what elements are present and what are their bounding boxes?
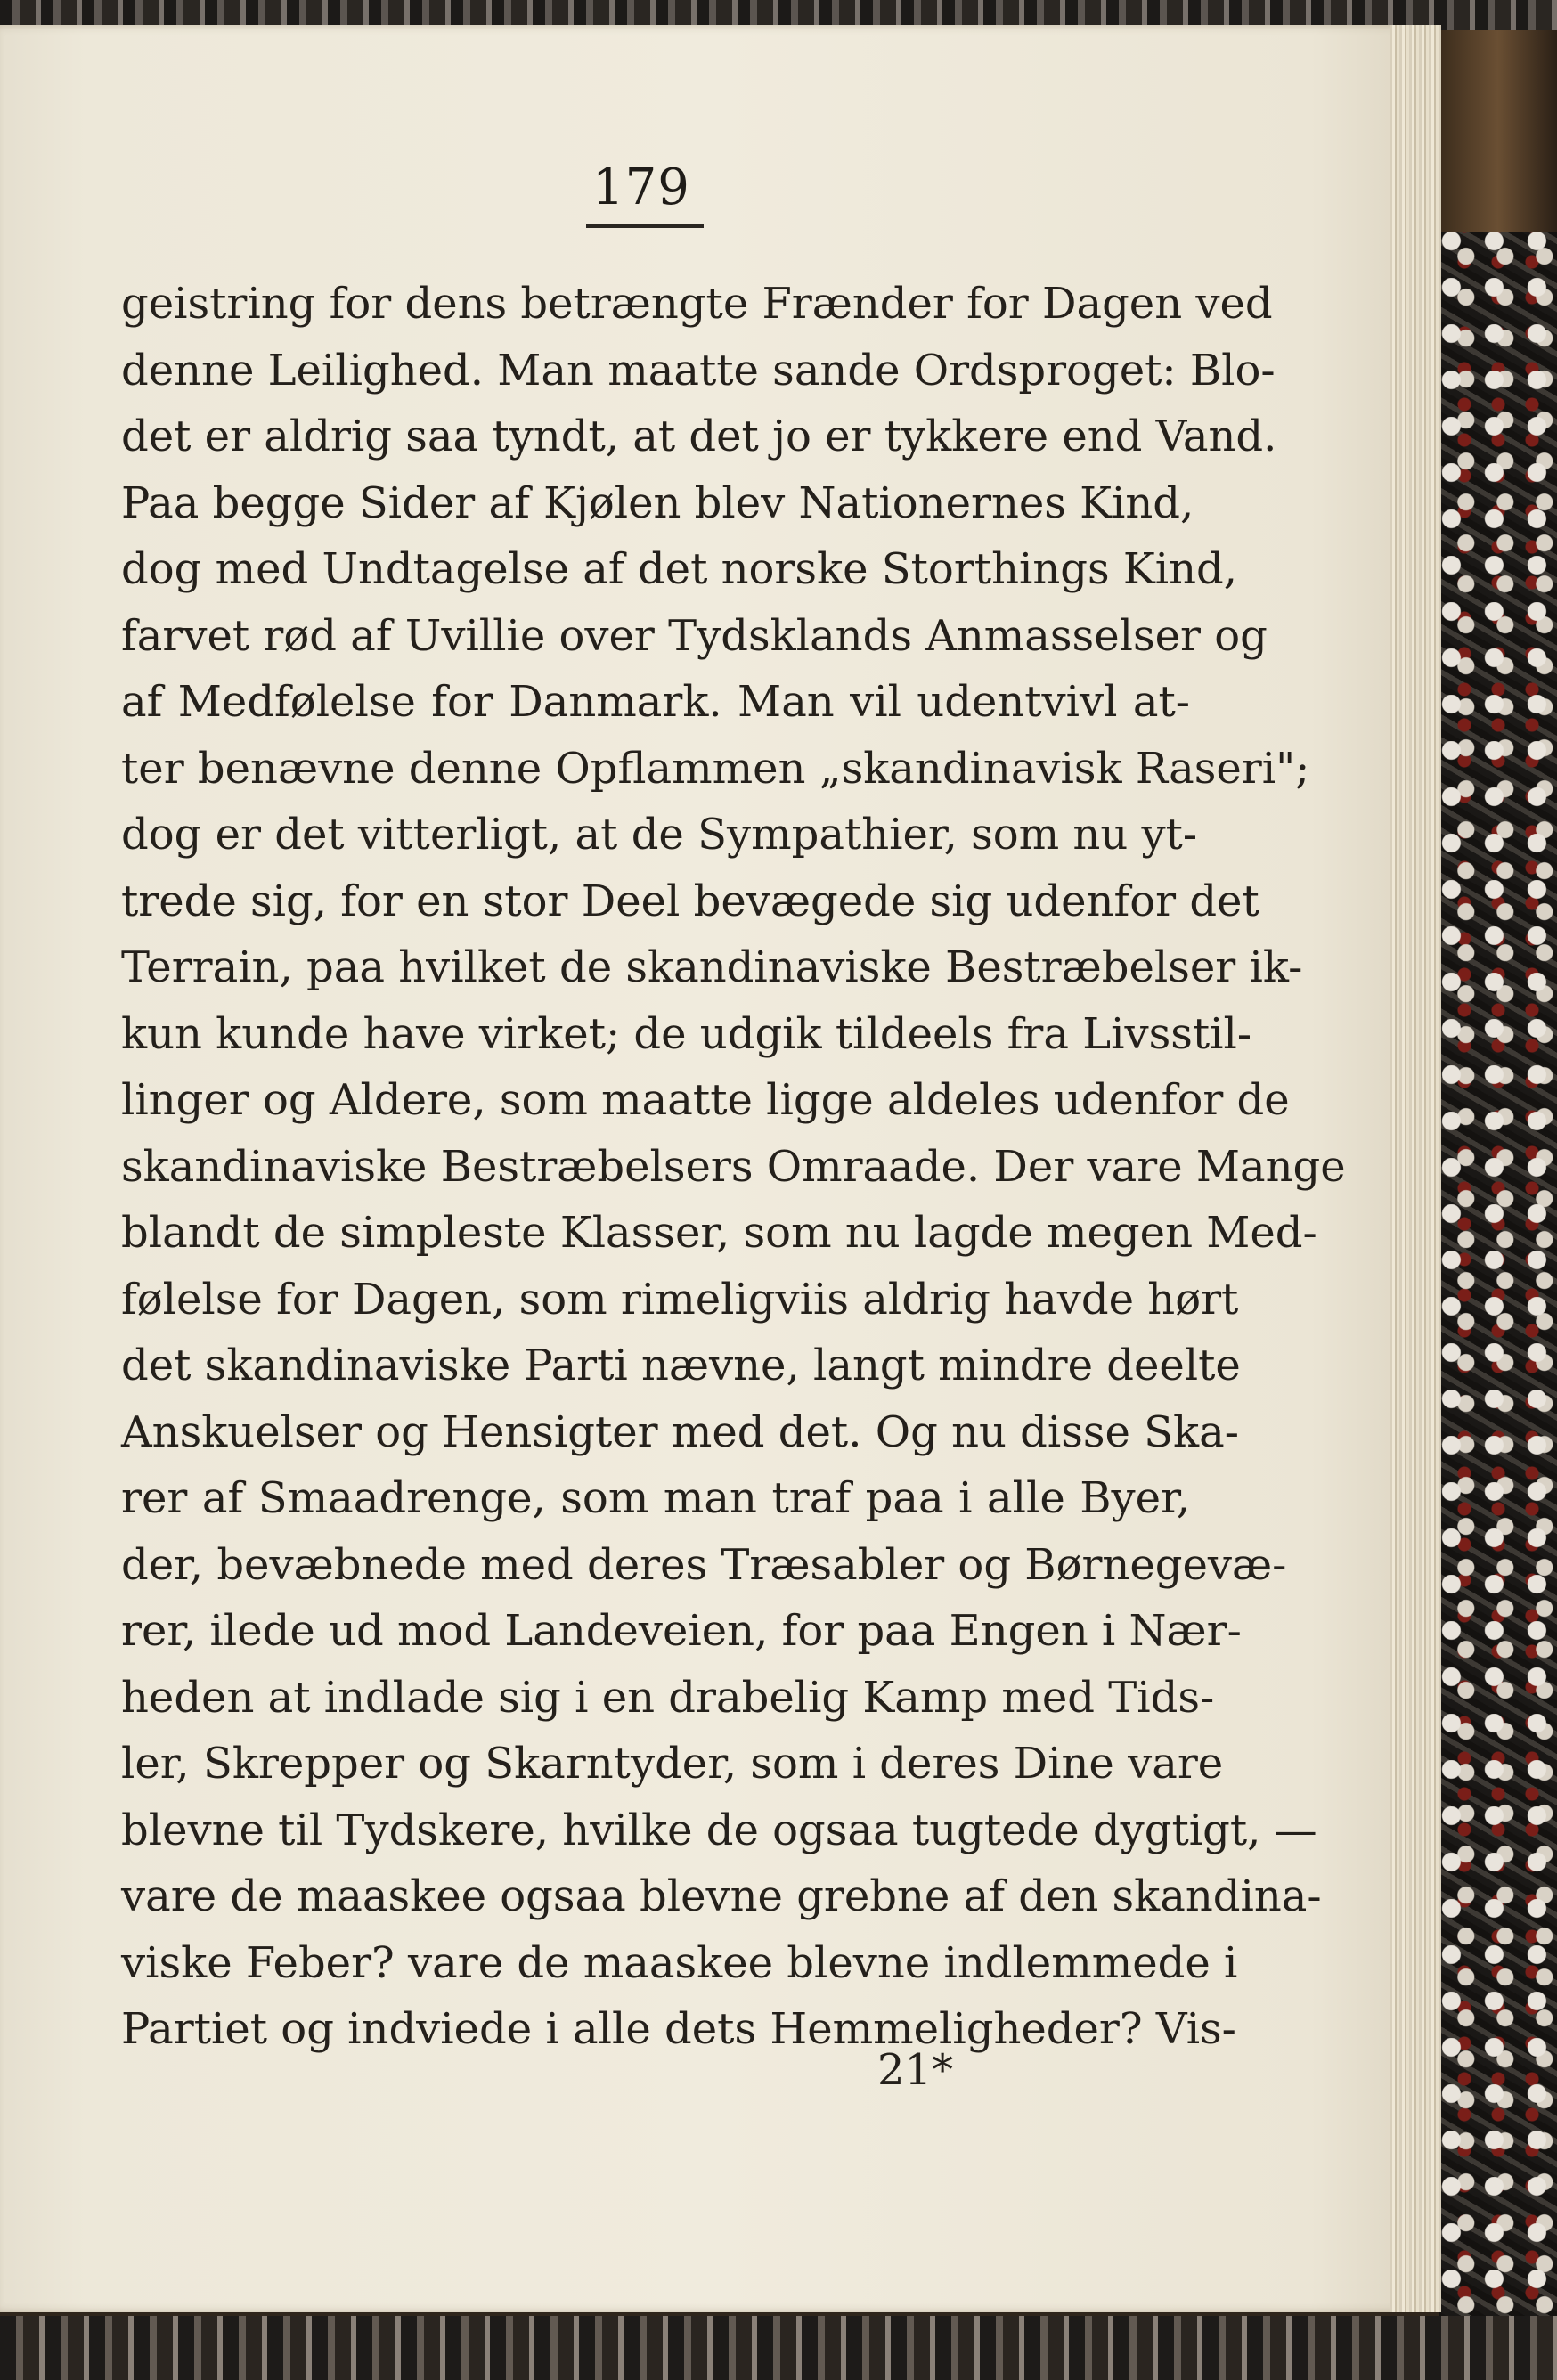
- text-line: blandt de simpleste Klasser, som nu lagde megen Med-: [121, 1208, 1317, 1258]
- text-line: heden at indlade sig i en drabelig Kamp med Tids-: [121, 1672, 1215, 1723]
- text-line: trede sig, for en stor Deel bevægede sig udenfor det: [121, 876, 1259, 926]
- text-line: det skandinaviske Parti nævne, langt mindre deelte: [121, 1341, 1241, 1390]
- text-line: viske Feber? vare de maaskee blevne indlemmede i: [121, 1937, 1238, 1988]
- page-stack-edge: [1390, 25, 1441, 2312]
- text-line: rer af Smaadrenge, som man traf paa i alle Byer,: [121, 1473, 1190, 1523]
- body-text: [121, 271, 1346, 2063]
- text-line: dog med Undtagelse af det norske Storthings Kind,: [121, 544, 1237, 594]
- page-number: 179: [592, 159, 690, 216]
- cover-edge: [1439, 30, 1557, 232]
- marbled-endpaper: [1439, 232, 1557, 2334]
- text-line: Paa begge Sider af Kjølen blev Nationernes Kind,: [121, 477, 1194, 528]
- text-line: farvet rød af Uvillie over Tydsklands Anmasselser og: [121, 610, 1268, 661]
- text-line: rer, ilede ud mod Landeveien, for paa Engen i Nær-: [121, 1606, 1242, 1656]
- text-line: Partiet og indviede i alle dets Hemmeligheder? Vis-: [121, 2004, 1236, 2054]
- text-line: der, bevæbnede med deres Træsabler og Børnegevæ-: [121, 1539, 1287, 1590]
- text-line: Terrain, paa hvilket de skandinaviske Bestræbelser ik-: [121, 942, 1303, 992]
- text-line: ler, Skrepper og Skarntyder, som i deres Dine vare: [121, 1739, 1224, 1789]
- text-line: Anskuelser og Hensigter med det. Og nu disse Ska-: [121, 1406, 1239, 1457]
- page-number-rule: [586, 224, 704, 228]
- text-line: dog er det vitterligt, at de Sympathier, som nu yt-: [121, 810, 1198, 860]
- text-line: blevne til Tydskere, hvilke de ogsaa tugtede dygtigt, —: [121, 1805, 1317, 1855]
- text-line: ter benævne denne Opflammen „skandinavisk Raseri";: [121, 743, 1310, 794]
- text-line: geistring for dens betrængte Frænder for Dagen ved: [121, 279, 1273, 329]
- text-line: skandinaviske Bestræbelsers Omraade. Der vare Mange: [121, 1141, 1346, 1192]
- text-line: kun kunde have virket; de udgik tildeels fra Livsstil-: [121, 1008, 1252, 1059]
- text-line: det er aldrig saa tyndt, at det jo er tykkere end Vand.: [121, 412, 1277, 461]
- text-line: denne Leilighed. Man maatte sande Ordsproget: Blo-: [121, 345, 1276, 395]
- binding-bottom-edge: [0, 2316, 1557, 2380]
- text-line: af Medfølelse for Danmark. Man vil udentvivl at-: [121, 677, 1190, 727]
- text-line: vare de maaskee ogsaa blevne grebne af den skandina-: [121, 1871, 1322, 1921]
- text-line: følelse for Dagen, som rimeligviis aldrig havde hørt: [121, 1274, 1239, 1324]
- text-line: linger og Aldere, som maatte ligge aldeles udenfor de: [121, 1075, 1290, 1125]
- signature-mark: 21*: [877, 2045, 954, 2095]
